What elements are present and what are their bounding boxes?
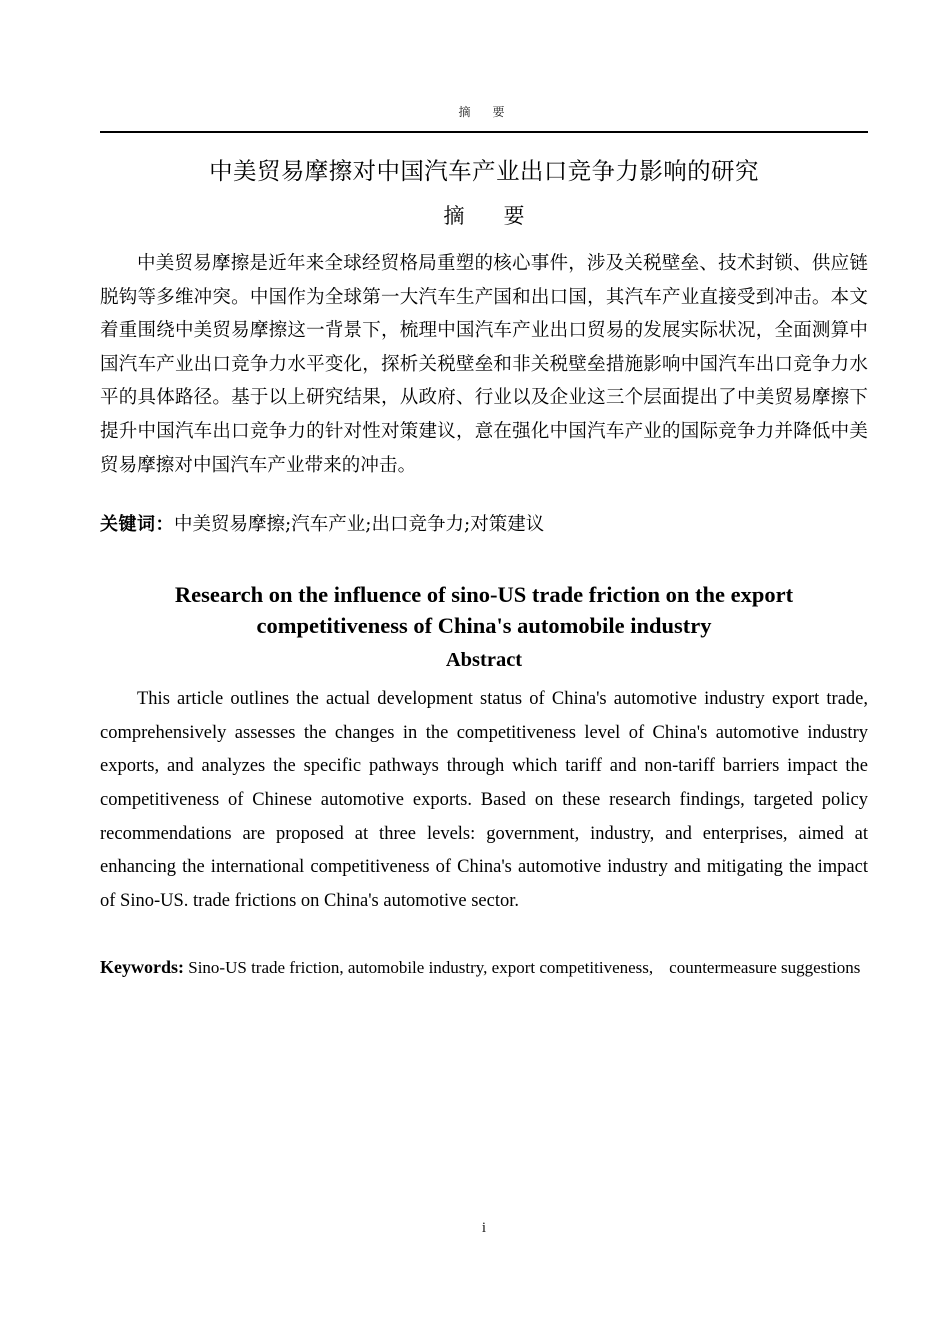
page-footer: [100, 1219, 868, 1237]
chinese-keywords-line: [100, 508, 868, 541]
page-number: i: [481, 1220, 487, 1236]
english-title-line-1: Research on the influence of sino-US trade friction on the export: [174, 582, 794, 608]
english-abstract-heading: Abstract: [445, 649, 523, 672]
running-header-text: 摘 要: [458, 105, 510, 119]
english-keywords-value-primary: Sino-US trade friction, automobile industry, export competitiveness,: [188, 958, 654, 978]
english-keywords-line: [100, 954, 868, 981]
english-abstract-paragraph: This article outlines the actual development status of China's automotive industry export trade, comprehensively assesses the changes in the competitiveness level of China's automotive industry exports, and analyzes the specific pathways through which tariff and non-tariff barriers impact the competitiveness of Chinese automotive exports. Based on these research findings, targeted policy recommendations are proposed at three levels: government, industry, and enterprises, aimed at enhancing the international competitiveness of China's automotive industry and mitigating the impact of Sino-US. trade frictions on China's automotive sector.: [100, 689, 868, 911]
page-content: [100, 143, 868, 981]
chinese-abstract-paragraph: 中美贸易摩擦是近年来全球经贸格局重塑的核心事件，涉及关税壁垒、技术封锁、供应链脱钩等多维冲突。中国作为全球第一大汽车生产国和出口国，其汽车产业直接受到冲击。本文着重围绕中美贸易摩擦这一背景下，梳理中国汽车产业出口贸易的发展实际状况，全面测算中国汽车产业出口竞争力水平变化，探析关税壁垒和非关税壁垒措施影响中国汽车出口竞争力水平的具体路径。基于以上研究结果，从政府、行业以及企业这三个层面提出了中美贸易摩擦下提升中国汽车出口竞争力的针对性对策建议，意在强化中国汽车产业的国际竞争力并降低中美贸易摩擦对中国汽车产业带来的冲击。: [100, 253, 868, 476]
chinese-keywords-label: 关键词：: [100, 514, 174, 536]
running-header: [100, 104, 868, 120]
english-title: [100, 579, 868, 641]
header-divider-rule: [100, 131, 868, 133]
chinese-keywords-value: 中美贸易摩擦;汽车产业;出口竞争力;对策建议: [174, 514, 545, 536]
english-keywords-value-secondary: countermeasure suggestions: [669, 958, 861, 978]
english-title-line-2: competitiveness of China's automobile industry: [256, 613, 712, 639]
english-keywords-label: Keywords:: [100, 957, 184, 978]
chinese-title: 中美贸易摩擦对中国汽车产业出口竞争力影响的研究: [209, 157, 759, 185]
chinese-abstract-heading: 摘 要: [443, 204, 534, 228]
